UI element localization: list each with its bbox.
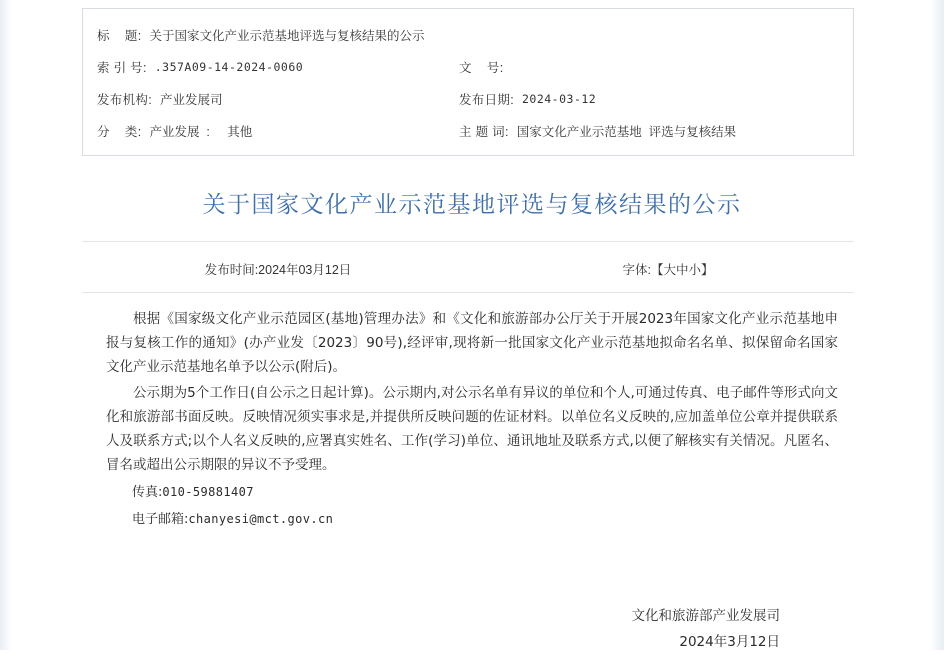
meta-label-keywords: 主 题 词: bbox=[459, 125, 509, 139]
meta-cell-category bbox=[83, 122, 445, 140]
publish-time: 发布时间:2024年03月12日 bbox=[204, 263, 352, 277]
meta-value-publish-date: 2024-03-12 bbox=[521, 92, 597, 106]
meta-row-title bbox=[83, 19, 853, 51]
signature-org: 文化和旅游部产业发展司 bbox=[631, 608, 780, 624]
meta-value-publisher: 产业发展司 bbox=[159, 93, 223, 107]
fax-line bbox=[106, 479, 838, 506]
meta-row-category bbox=[83, 115, 853, 147]
meta-cell-docnumber bbox=[445, 58, 853, 76]
page-edge-left bbox=[0, 0, 12, 650]
meta-label-index: 索 引 号: bbox=[97, 61, 147, 75]
page-title: 关于国家文化产业示范基地评选与复核结果的公示 bbox=[202, 192, 742, 218]
meta-label-category: 分 类: bbox=[97, 125, 142, 139]
meta-row-index bbox=[83, 51, 853, 83]
meta-cell-publish-date bbox=[445, 90, 853, 108]
meta-value-keywords: 国家文化产业示范基地 评选与复核结果 bbox=[516, 125, 737, 139]
meta-cell-publisher bbox=[83, 90, 445, 108]
meta-label-publish-date: 发布日期: bbox=[459, 93, 514, 107]
fax-value: 010-59881407 bbox=[162, 485, 254, 499]
meta-cell-title bbox=[83, 26, 445, 44]
meta-value-title: 关于国家文化产业示范基地评选与复核结果的公示 bbox=[149, 29, 425, 43]
signature-block bbox=[106, 603, 838, 655]
fax-label: 传真: bbox=[132, 485, 163, 500]
document-subinfo bbox=[82, 242, 862, 292]
body-paragraph-1: 根据《国家级文化产业示范园区(基地)管理办法》和《文化和旅游部办公厅关于开展2023年国家文化产业示范基地申报与复核工作的通知》(办产业发〔2023〕90号),经评审,现将新一批国家文化产业示范基地拟命名名单、拟保留命名国家文化产业示范基地名单予以公示(附后)。 bbox=[106, 311, 838, 375]
meta-value-category: 产业发展 : 其他 bbox=[149, 125, 253, 139]
document-body bbox=[82, 293, 862, 655]
document-meta-table bbox=[82, 8, 854, 156]
page-edge-right bbox=[930, 0, 944, 650]
body-paragraph-2: 公示期为5个工作日(自公示之日起计算)。公示期内,对公示名单有异议的单位和个人,可通过传真、电子邮件等形式向文化和旅游部书面反映。反映情况须实事求是,并提供所反映问题的佐证材料。以单位名义反映的,应加盖单位公章并提供联系人及联系方式;以个人名义反映的,应署真实姓名、工作(学习)单位、通讯地址及联系方式,以便了解核实有关情况。凡匿名、冒名或超出公示期限的异议不予受理。 bbox=[106, 385, 838, 473]
meta-label-docnumber: 文 号: bbox=[459, 61, 504, 75]
font-size-selector[interactable]: 字体:【大中小】 bbox=[622, 263, 714, 277]
meta-label-publisher: 发布机构: bbox=[97, 93, 152, 107]
meta-cell-index bbox=[83, 58, 445, 76]
email-value[interactable]: chanyesi@mct.gov.cn bbox=[188, 512, 334, 526]
meta-row-publisher bbox=[83, 83, 853, 115]
email-label: 电子邮箱: bbox=[132, 512, 189, 527]
meta-value-index: .357A09-14-2024-0060 bbox=[154, 60, 304, 74]
signature-date: 2024年3月12日 bbox=[679, 634, 780, 650]
meta-label-title: 标 题: bbox=[97, 29, 142, 43]
document-container bbox=[82, 0, 862, 650]
email-line bbox=[106, 506, 838, 533]
meta-cell-keywords bbox=[445, 122, 853, 140]
